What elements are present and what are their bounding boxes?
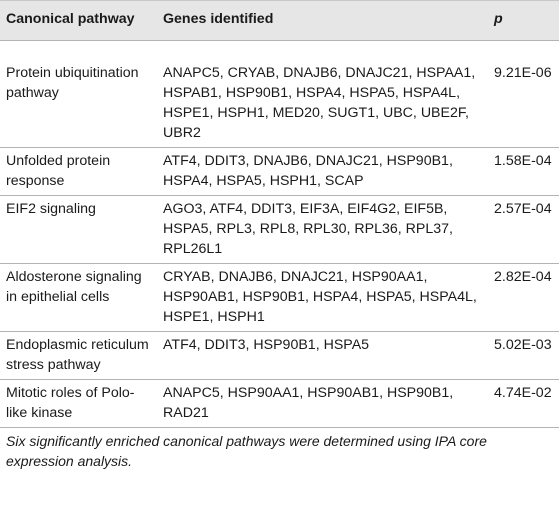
pathway-name: Protein ubiquitination pathway bbox=[0, 41, 157, 148]
table-row bbox=[0, 196, 559, 264]
p-value: 5.02E-03 bbox=[488, 332, 559, 380]
p-value: 1.58E-04 bbox=[488, 148, 559, 196]
p-value: 2.57E-04 bbox=[488, 196, 559, 264]
pathway-name: Mitotic roles of Polo-like kinase bbox=[0, 380, 157, 428]
table-row bbox=[0, 264, 559, 332]
pathway-name: Aldosterone signaling in epithelial cells bbox=[0, 264, 157, 332]
header-genes-identified: Genes identified bbox=[157, 1, 488, 41]
genes-list: CRYAB, DNAJB6, DNAJC21, HSP90AA1, HSP90AB1, HSP90B1, HSPA4, HSPA5, HSPA4L, HSPE1, HSPH1 bbox=[157, 264, 488, 332]
table-row bbox=[0, 148, 559, 196]
table-header-row bbox=[0, 1, 559, 41]
genes-list: ATF4, DDIT3, HSP90B1, HSPA5 bbox=[157, 332, 488, 380]
genes-list: AGO3, ATF4, DDIT3, EIF3A, EIF4G2, EIF5B, HSPA5, RPL3, RPL8, RPL30, RPL36, RPL37, RPL26L1 bbox=[157, 196, 488, 264]
pathway-name: EIF2 signaling bbox=[0, 196, 157, 264]
p-value: 2.82E-04 bbox=[488, 264, 559, 332]
pathway-name: Unfolded protein response bbox=[0, 148, 157, 196]
genes-list: ANAPC5, CRYAB, DNAJB6, DNAJC21, HSPAA1, HSPAB1, HSP90B1, HSPA4, HSPA5, HSPA4L, HSPE1, HSPH1, MED20, SUGT1, UBC, UBE2F, UBR2 bbox=[157, 41, 488, 148]
genes-list: ANAPC5, HSP90AA1, HSP90AB1, HSP90B1, RAD21 bbox=[157, 380, 488, 428]
p-value: 4.74E-02 bbox=[488, 380, 559, 428]
table-row bbox=[0, 332, 559, 380]
header-p-value: p bbox=[488, 1, 559, 41]
header-canonical-pathway: Canonical pathway bbox=[0, 1, 157, 41]
table-row bbox=[0, 41, 559, 148]
pathway-name: Endoplasmic reticulum stress pathway bbox=[0, 332, 157, 380]
p-value: 9.21E-06 bbox=[488, 41, 559, 148]
table-row bbox=[0, 380, 559, 428]
genes-list: ATF4, DDIT3, DNAJB6, DNAJC21, HSP90B1, HSPA4, HSPA5, HSPH1, SCAP bbox=[157, 148, 488, 196]
table-footnote: Six significantly enriched canonical pathways were determined using IPA core expression analysis. bbox=[6, 433, 487, 469]
